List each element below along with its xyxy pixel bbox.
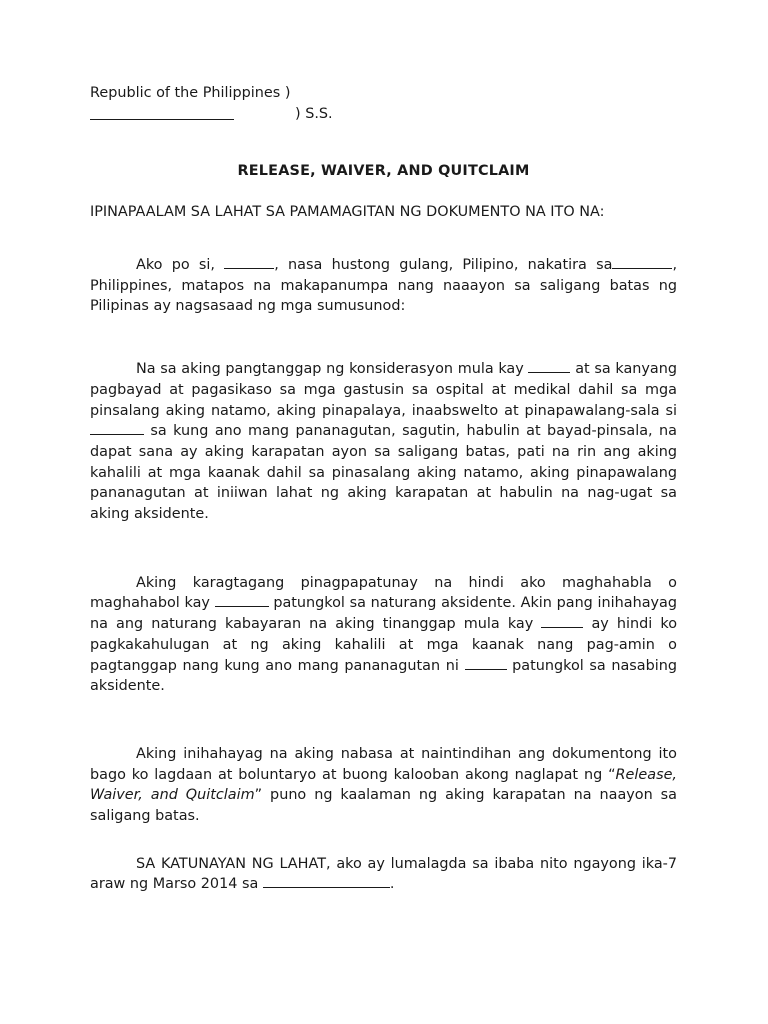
paragraph-attestation (90, 854, 677, 895)
liable-party-blank (465, 656, 507, 670)
p3-text-c: ay hindi ko pagkakahulugan at ng aking kahalili at mga kaanak nang pag-amin o pagtanggap nang kung ano mang pananagutan ni (90, 616, 677, 674)
p3-text-a: Aking karagtagang pinagpapatunay na hindi ako maghahabla o maghahabol kay (90, 574, 677, 612)
payor-blank-2 (541, 614, 583, 628)
paragraph-no-claim (90, 573, 677, 697)
p4-text-b: ” puno ng kaalaman ng aking karapatan na naayon sa saligang batas. (90, 787, 677, 825)
p1-text-b: , nasa hustong gulang, Pilipino, nakatira sa (274, 257, 613, 273)
document-title: RELEASE, WAIVER, AND QUITCLAIM (237, 163, 530, 179)
name-blank (224, 255, 274, 269)
p3-text-d: patungkol sa nasabing aksidente. (90, 657, 677, 695)
paragraph-acknowledgement (90, 744, 677, 827)
p1-text-c: , Philippines, matapos na makapanumpa nang naaayon sa saligang batas ng Pilipinas ay nagsasaad ng mga sumusunod: (90, 257, 678, 315)
document-page (90, 83, 677, 895)
republic-line: Republic of the Philippines ) (90, 85, 291, 101)
venue-blank (90, 119, 234, 120)
ss-label: ) S.S. (295, 105, 333, 122)
p2-text-a: Na sa aking pangtanggap ng konsiderasyon mula kay (136, 361, 529, 378)
p5-text-a: SA KATUNAYAN NG LAHAT, ako ay lumalagda sa ibaba nito ngayong ika-7 araw ng Marso 2014 sa (90, 855, 677, 893)
p3-text-b: patungkol sa naturang aksidente. Akin pang inihahayag na ang naturang kabayaran na aking tinanggap mula kay (90, 595, 677, 633)
respondent-blank (215, 593, 269, 607)
released-party-blank (90, 421, 144, 435)
p4-document-name: Release, Waiver, and Quitclaim (90, 766, 677, 804)
p1-text-a: Ako po si, (136, 257, 225, 273)
p5-text-b: . (389, 876, 395, 893)
address-blank (612, 255, 672, 269)
paragraph-release (90, 359, 677, 525)
ss-line (90, 104, 677, 125)
p2-text-c: sa kung ano mang pananagutan, sagutin, habulin at bayad-pinsala, na dapat sana ay aking karapatan ayon sa saligang batas, pati na rin ang aking kahalili at mga kaanak dahil sa pinasalang aking natamo, aking pinapawalang pananagutan at iniiwan lahat ng aking karapatan at habulin na nag-ugat sa aking aksidente. (90, 423, 677, 523)
place-blank (263, 874, 390, 888)
p4-text-a: Aking inihahayag na aking nabasa at naintindihan ang dokumentong ito bago ko lagdaan at boluntaryo at buong kalooban akong naglapat ng “ (90, 745, 677, 783)
payor-blank (528, 359, 570, 373)
paragraph-affiant (90, 255, 677, 317)
p2-text-b: at sa kanyang pagbayad at pagasikaso sa mga gastusin sa ospital at medikal dahil sa mga pinsalang aking natamo, aking pinapalaya, inaabswelto at pinapawalang-sala si (90, 361, 677, 419)
intro-statement: IPINAPAALAM SA LAHAT SA PAMAMAGITAN NG DOKUMENTO NA ITO NA: (90, 203, 605, 220)
